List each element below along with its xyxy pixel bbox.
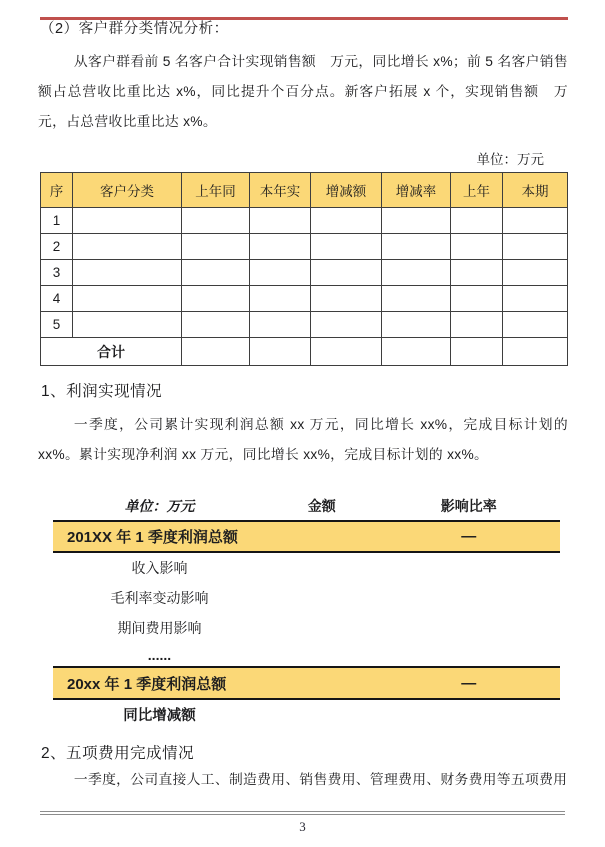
table-row xyxy=(41,208,568,234)
table-cell-empty xyxy=(503,286,568,312)
row-number: 1 xyxy=(41,208,73,234)
table-cell-empty xyxy=(73,312,182,338)
customer-section-heading: （2）客户群分类情况分析： xyxy=(40,21,229,37)
table-cell-empty xyxy=(311,234,382,260)
end-total-ratio: — xyxy=(461,674,477,692)
detail-label: 毛利率变动影响 xyxy=(110,590,209,606)
col-header-last: 上年 xyxy=(451,173,503,208)
table-row xyxy=(41,286,568,312)
row-number: 3 xyxy=(41,260,73,286)
footer-divider xyxy=(40,811,565,815)
profit-table xyxy=(53,496,560,729)
detail-label: 期间费用影响 xyxy=(117,620,202,636)
col-header-prev-year: 上年同 xyxy=(182,173,250,208)
unit-label: 单位：万元 xyxy=(476,152,544,167)
table-cell-empty xyxy=(182,312,250,338)
end-total-label: 20xx 年 1 季度利润总额 xyxy=(67,675,227,693)
customer-table xyxy=(40,172,568,366)
total-label: 合计 xyxy=(41,338,182,366)
table-cell-empty xyxy=(250,260,311,286)
col-header-category: 客户分类 xyxy=(73,173,182,208)
table-cell-empty xyxy=(503,338,568,366)
col-header-change-amount: 增减额 xyxy=(311,173,382,208)
table-cell-empty xyxy=(250,208,311,234)
profit-detail-row-ellipsis xyxy=(53,643,560,666)
table-cell-empty xyxy=(182,338,250,366)
col-header-this-year: 本年实 xyxy=(250,173,311,208)
profit-col-unit: 单位：万元 xyxy=(124,498,195,514)
start-total-ratio: — xyxy=(461,528,477,545)
table-row xyxy=(41,312,568,338)
page-number: 3 xyxy=(299,819,306,834)
profit-table-header-row xyxy=(53,496,560,522)
profit-end-total-row xyxy=(53,666,560,700)
col-header-current: 本期 xyxy=(503,173,568,208)
table-cell-empty xyxy=(311,208,382,234)
profit-detail-row xyxy=(53,583,560,613)
customer-table-header-row xyxy=(41,173,568,208)
table-cell-empty xyxy=(451,312,503,338)
expense-section-paragraph: 一季度，公司直接人工、制造费用、销售费用、管理费用、财务费用等五项费用 xyxy=(73,772,568,787)
table-cell-empty xyxy=(503,260,568,286)
table-cell-empty xyxy=(311,286,382,312)
table-cell-empty xyxy=(382,234,451,260)
table-cell-empty xyxy=(382,260,451,286)
table-cell-empty xyxy=(503,208,568,234)
table-cell-empty xyxy=(311,338,382,366)
profit-col-ratio: 影响比率 xyxy=(440,498,497,514)
profit-section-heading: 1、利润实现情况 xyxy=(41,383,163,400)
table-cell-empty xyxy=(73,234,182,260)
profit-change-row xyxy=(53,700,560,729)
start-total-label: 201XX 年 1 季度利润总额 xyxy=(67,529,238,546)
table-cell-empty xyxy=(250,234,311,260)
detail-label: 收入影响 xyxy=(131,560,188,576)
col-header-change-rate: 增减率 xyxy=(382,173,451,208)
table-cell-empty xyxy=(250,286,311,312)
row-number: 4 xyxy=(41,286,73,312)
table-cell-empty xyxy=(182,260,250,286)
table-row xyxy=(41,234,568,260)
profit-start-total-row xyxy=(53,522,560,553)
table-cell-empty xyxy=(451,208,503,234)
table-cell-empty xyxy=(182,234,250,260)
table-cell-empty xyxy=(311,312,382,338)
table-cell-empty xyxy=(382,286,451,312)
customer-table-total-row xyxy=(41,338,568,366)
table-cell-empty xyxy=(451,286,503,312)
expense-section-heading: 2、五项费用完成情况 xyxy=(41,745,195,762)
table-cell-empty xyxy=(382,312,451,338)
table-cell-empty xyxy=(451,260,503,286)
table-cell-empty xyxy=(503,234,568,260)
change-label: 同比增减额 xyxy=(123,708,196,724)
table-cell-empty xyxy=(73,286,182,312)
table-row xyxy=(41,260,568,286)
table-cell-empty xyxy=(451,234,503,260)
table-cell-empty xyxy=(451,338,503,366)
profit-detail-row xyxy=(53,553,560,583)
col-header-seq: 序 xyxy=(41,173,73,208)
table-cell-empty xyxy=(182,208,250,234)
header-accent-rule xyxy=(40,17,568,20)
table-cell-empty xyxy=(250,338,311,366)
table-cell-empty xyxy=(250,312,311,338)
document-page xyxy=(0,17,605,795)
table-cell-empty xyxy=(73,260,182,286)
row-number: 5 xyxy=(41,312,73,338)
table-cell-empty xyxy=(73,208,182,234)
table-cell-empty xyxy=(503,312,568,338)
profit-detail-row xyxy=(53,613,560,643)
table-cell-empty xyxy=(182,286,250,312)
detail-label: ...... xyxy=(147,646,172,663)
table-cell-empty xyxy=(382,208,451,234)
profit-col-amount: 金额 xyxy=(307,498,336,514)
table-cell-empty xyxy=(382,338,451,366)
customer-section-paragraph: 从客户群看前 5 名客户合计实现销售额 万元，同比增长 x%；前 5 名客户销售额占总营收比重比达 x%，同比提升个百分点。新客户拓展 x 个，实现销售额 万元，占总营收比重比达 x%。 xyxy=(38,54,568,129)
profit-section-paragraph: 一季度，公司累计实现利润总额 xx 万元，同比增长 xx%，完成目标计划的 xx%。累计实现净利润 xx 万元，同比增长 xx%，完成目标计划的 xx%。 xyxy=(38,417,568,462)
row-number: 2 xyxy=(41,234,73,260)
table-cell-empty xyxy=(311,260,382,286)
